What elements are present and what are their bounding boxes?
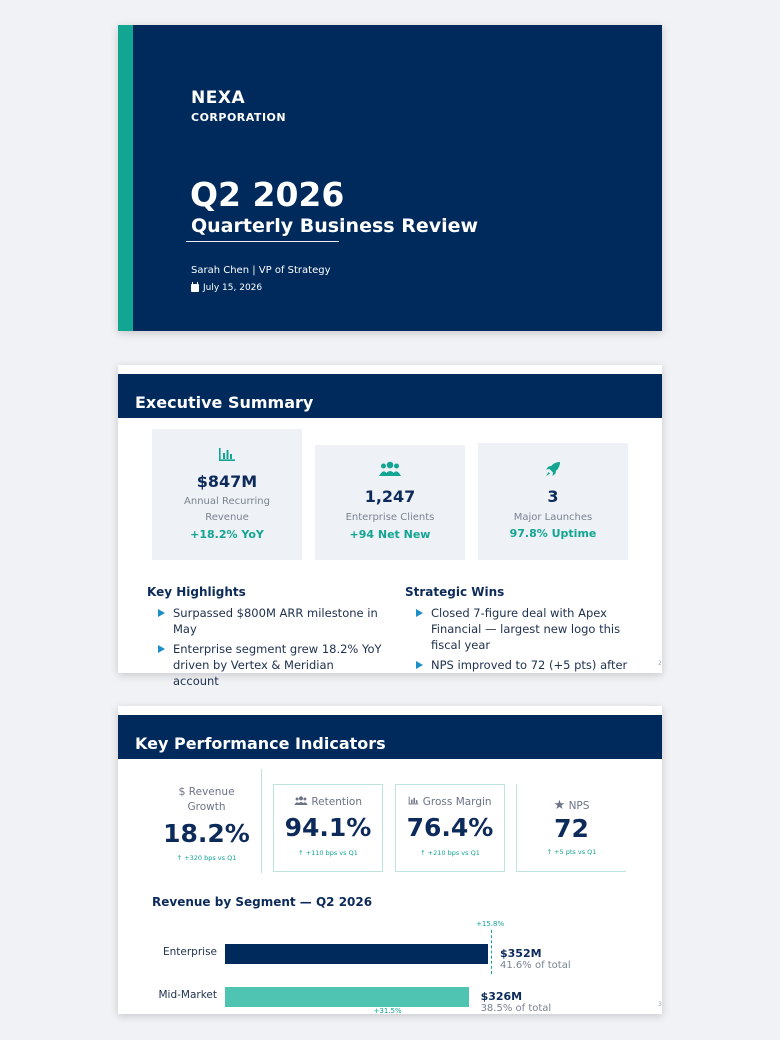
segment-label: Mid-Market: [158, 989, 217, 1001]
list-item-text: NPS improved to 72 (+5 pts) after: [431, 658, 628, 672]
stat-card-arr: [152, 429, 302, 560]
stat-value: 1,247: [364, 487, 416, 506]
stat-card-launches: [478, 443, 628, 560]
stat-label: Major Launches: [513, 512, 593, 523]
slide-top-strip: [118, 706, 662, 715]
presenter: Sarah Chen | VP of Strategy: [191, 265, 331, 276]
kpi-label-text: Retention: [311, 796, 362, 808]
segment-share: 38.5% of total: [480, 1003, 552, 1014]
kpi-value: 76.4%: [406, 813, 494, 842]
slide-title: Quarterly Business Review: [191, 215, 479, 237]
segment-share: 41.6% of total: [500, 960, 571, 971]
calendar-icon: [191, 284, 199, 292]
date-text: July 15, 2026: [203, 283, 263, 293]
wins-heading: Strategic Wins: [405, 585, 505, 599]
bar-chart-icon: [408, 795, 419, 808]
target-marker-line: [491, 930, 492, 974]
presentation-date: [191, 283, 262, 293]
highlights-list: [147, 605, 382, 693]
brand-subtitle: CORPORATION: [191, 111, 287, 124]
kpi-label-text: Revenue Growth: [187, 786, 235, 813]
kpi-card-retention: [273, 784, 383, 872]
kpi-value: 94.1%: [284, 813, 372, 842]
kpi-label-text: Gross Margin: [422, 796, 492, 808]
kpi-label-text: NPS: [568, 800, 590, 812]
kpi-delta: ↑ +5 pts vs Q1: [546, 848, 597, 856]
title-underline: [186, 241, 339, 242]
segment-bar: [225, 944, 488, 964]
brand-name: NEXA: [191, 88, 246, 108]
kpi-label: [280, 794, 376, 810]
stat-value: $847M: [196, 472, 258, 491]
chart-title: Revenue by Segment — Q2 2026: [152, 895, 373, 909]
bullet-arrow-icon: [158, 645, 165, 653]
stat-label: Annual Recurring Revenue: [184, 496, 270, 523]
kpi-card-revenue-growth: [152, 769, 262, 873]
users-icon: [294, 795, 308, 808]
kpi-delta-text: +5 pts vs Q1: [554, 848, 597, 856]
kpi-delta: ↑ +320 bps vs Q1: [176, 854, 237, 862]
quarter-heading: Q2 2026: [190, 175, 345, 214]
stat-card-clients: [315, 445, 465, 560]
accent-stripe: [118, 25, 133, 331]
list-item-text: Enterprise segment grew 18.2% YoY driven by Vertex & Meridian account: [173, 642, 382, 688]
slide-header-bar: [118, 374, 662, 418]
dollar-icon: $: [178, 785, 186, 798]
kpi-card-nps: [516, 784, 626, 872]
segment-label: Enterprise: [162, 946, 217, 958]
bullet-arrow-icon: [416, 661, 423, 669]
bullet-arrow-icon: [158, 609, 165, 617]
stat-delta: +94 Net New: [349, 528, 431, 541]
bullet-arrow-icon: [416, 609, 423, 617]
list-item: [147, 641, 382, 689]
segment-value: $326M: [480, 990, 523, 1003]
executive-summary-slide: [118, 365, 662, 688]
page-number: 3: [658, 1001, 662, 1008]
stat-label: Enterprise Clients: [345, 512, 435, 523]
slide-header-bar: [118, 715, 662, 759]
users-icon: [315, 461, 465, 480]
kpi-delta-text: +210 bps vs Q1: [427, 849, 480, 857]
kpi-label: [523, 798, 620, 814]
segment-value: $352M: [500, 947, 542, 960]
kpi-slide: [118, 706, 662, 1014]
kpi-label: [158, 784, 255, 815]
stat-value: 3: [547, 487, 559, 506]
slide-top-strip: [118, 365, 662, 374]
segment-growth: +31.5%: [373, 1007, 402, 1015]
kpi-value: 18.2%: [163, 819, 250, 848]
list-item-text: Surpassed $800M ARR milestone in May: [173, 606, 378, 636]
segment-growth: +15.8%: [476, 920, 505, 928]
kpi-delta: ↑ +210 bps vs Q1: [420, 849, 480, 857]
star-icon: ★: [553, 798, 566, 813]
list-item: [147, 605, 382, 637]
rocket-icon: [478, 461, 628, 481]
kpi-delta-text: +110 bps vs Q1: [305, 849, 358, 857]
kpi-value: 72: [554, 814, 589, 843]
highlights-heading: Key Highlights: [147, 585, 246, 599]
kpi-label: [402, 794, 498, 810]
bar-chart-icon: [152, 447, 302, 466]
list-item: [405, 605, 635, 653]
title-slide: [118, 25, 662, 331]
stat-delta: 97.8% Uptime: [509, 527, 597, 540]
stat-delta: +18.2% YoY: [190, 528, 264, 541]
slide-title: Executive Summary: [135, 393, 314, 412]
list-item: [405, 657, 635, 673]
segment-bar: [225, 987, 469, 1007]
page-number: 2: [658, 660, 662, 667]
kpi-delta-text: +320 bps vs Q1: [184, 854, 237, 862]
kpi-delta: ↑ +110 bps vs Q1: [298, 849, 358, 857]
kpi-card-gross-margin: [395, 784, 505, 872]
list-item-text: Closed 7-figure deal with Apex Financial — largest new logo this fiscal year: [431, 606, 621, 652]
wins-list: [405, 605, 635, 677]
slide-title: Key Performance Indicators: [135, 734, 386, 753]
